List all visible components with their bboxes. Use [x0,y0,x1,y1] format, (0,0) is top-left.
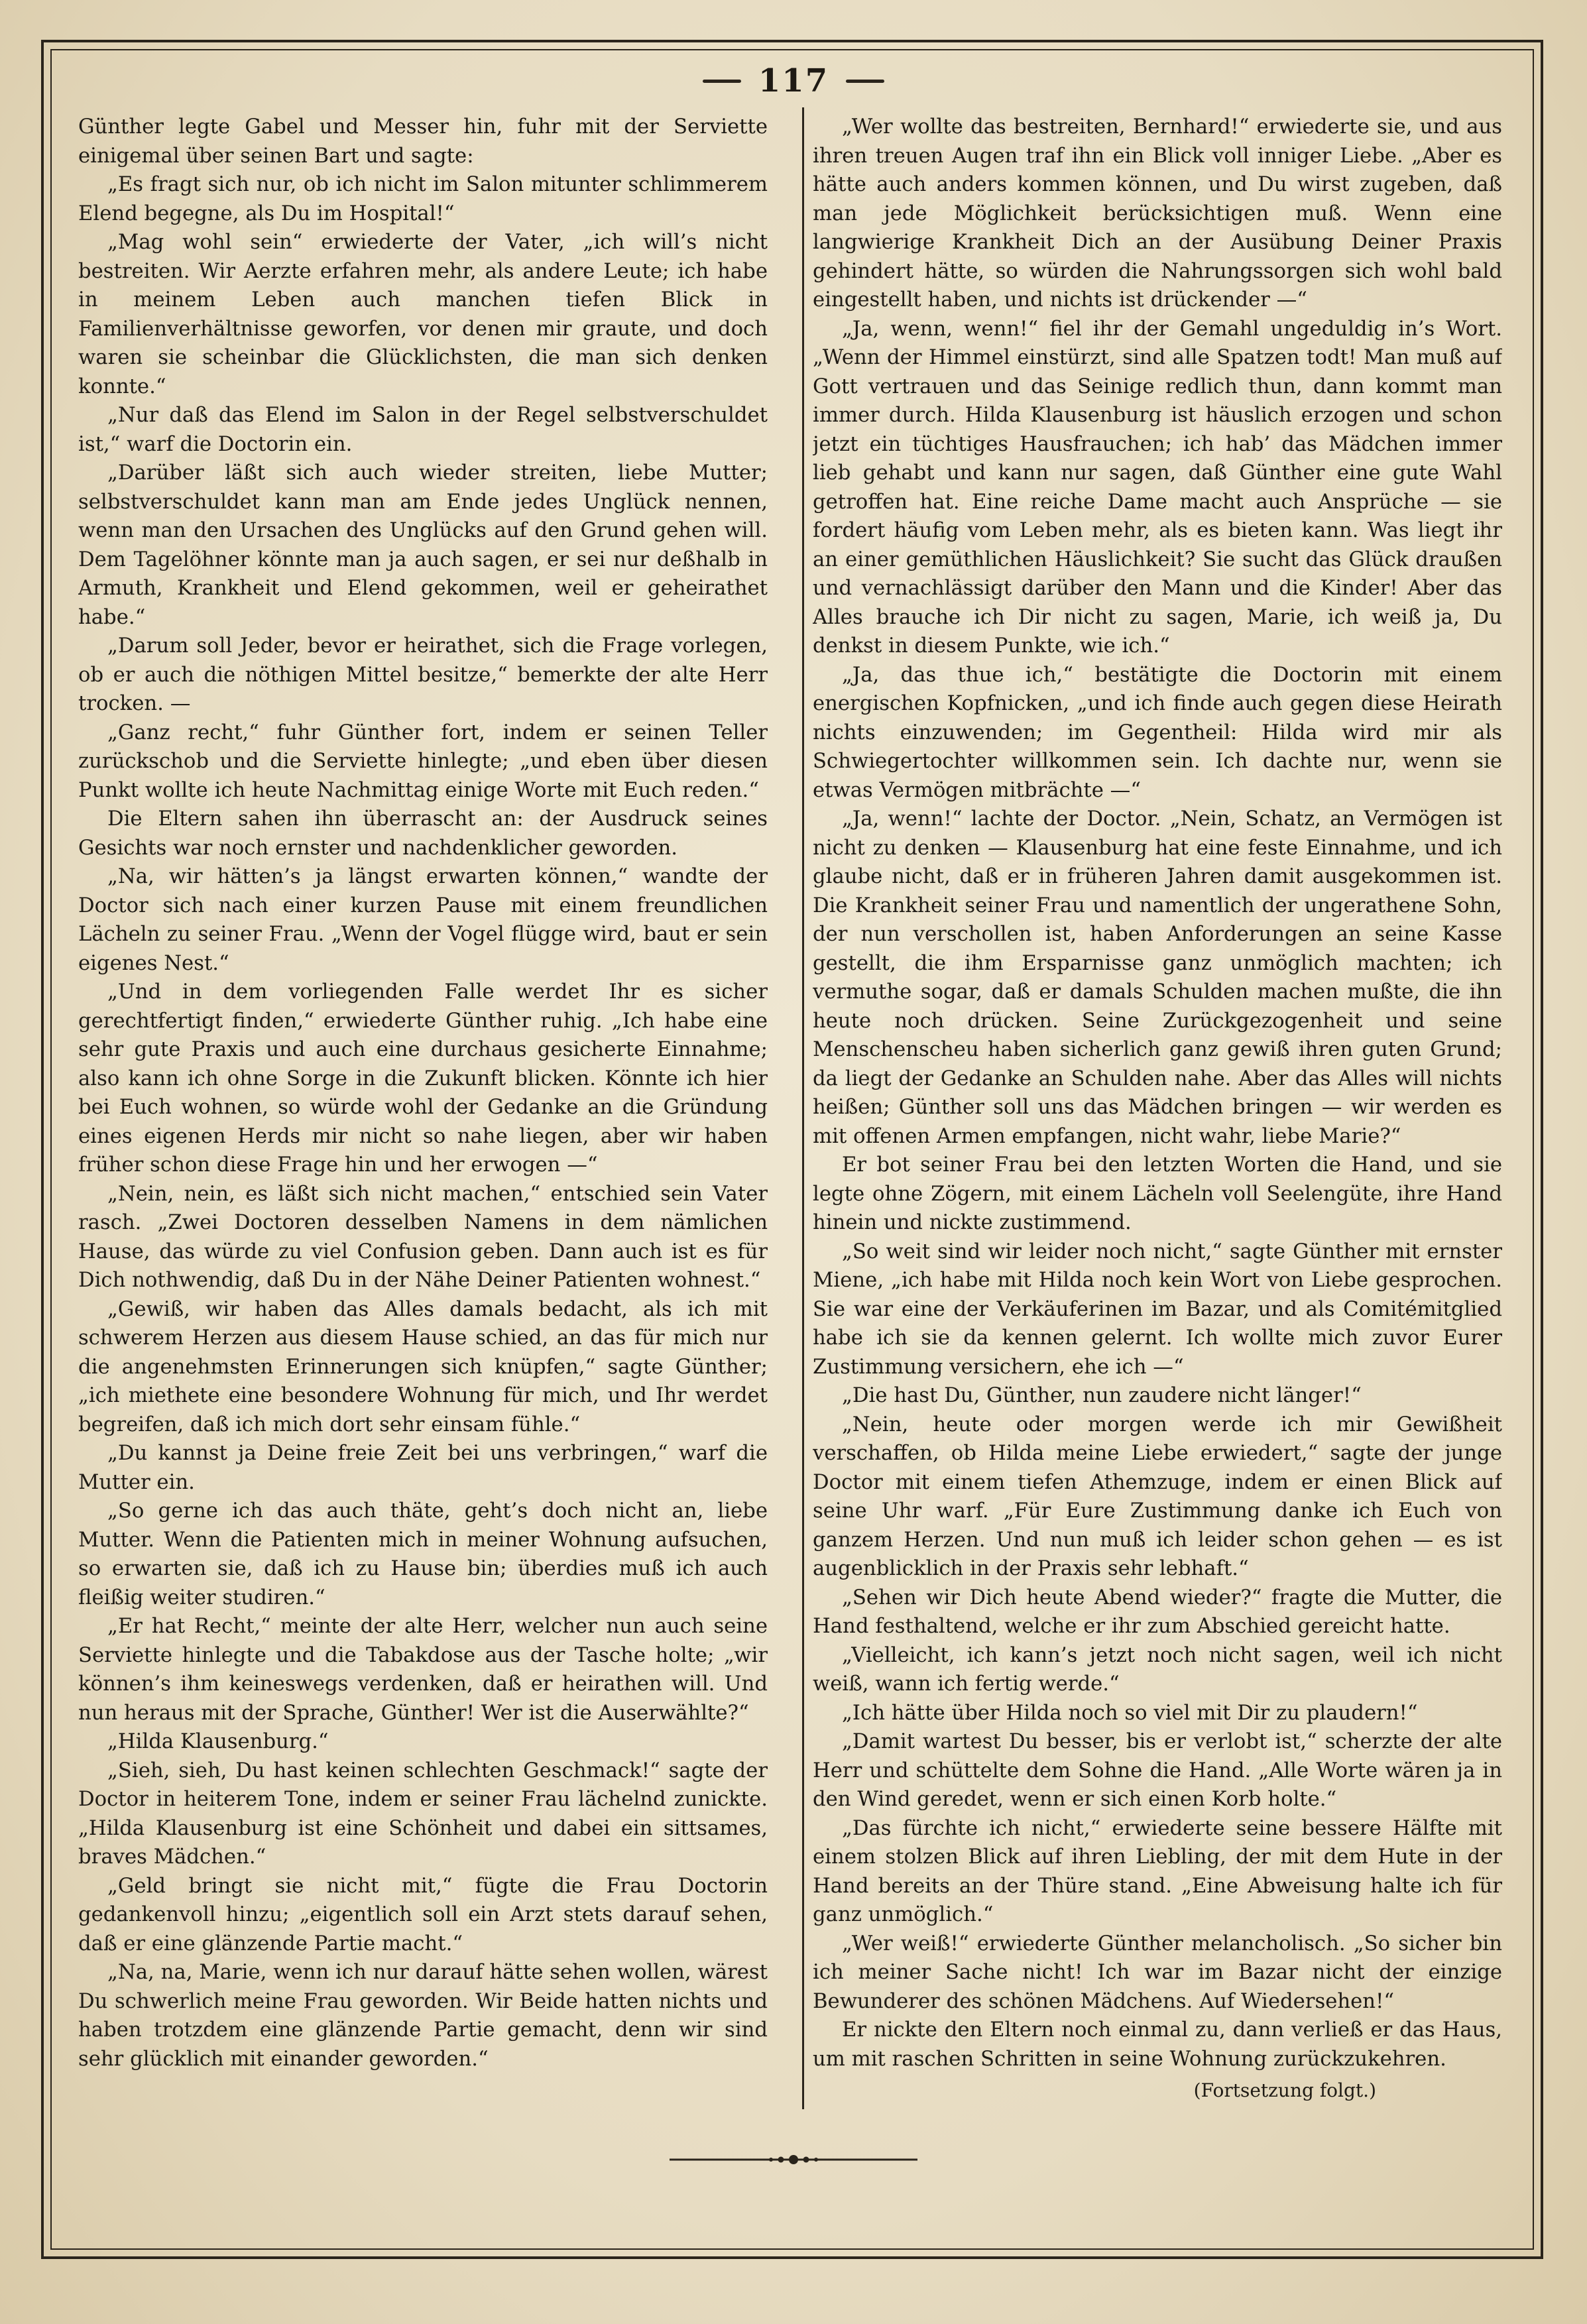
column-divider [802,107,804,2109]
left-column-paragraph: „Nein, nein, es läßt sich nicht machen,“ entschied sein Vater rasch. „Zwei Doctoren desselben Namens in dem nämlichen Hause, das würde zu viel Confusion geben. Dann auch ist es für Dich nothwendig, daß Du in der Nähe Deiner Patienten wohnest.“ [78,1182,768,1292]
page-number: 117 [758,62,829,99]
right-column-paragraph: „Damit wartest Du besser, bis er verlobt ist,“ scherzte der alte Herr und schüttelte dem Sohne die Hand. „Alle Worte wären ja in den Wind geredet, wenn er sich einen Korb holte.“ [813,1730,1502,1811]
left-column-paragraph: „Nur daß das Elend im Salon in der Regel selbstverschuldet ist,“ warf die Doctorin ein. [78,404,768,456]
left-column-paragraph: „Du kannst ja Deine freie Zeit bei uns verbringen,“ warf die Mutter ein. [78,1442,768,1494]
continuation-note: (Fortsetzung folgt.) [1193,2079,1376,2101]
right-column-paragraph: „Ich hätte über Hilda noch so viel mit Dir zu plaudern!“ [842,1701,1418,1725]
left-column-paragraph: „So gerne ich das auch thäte, geht’s doch nicht an, liebe Mutter. Wenn die Patienten mich in meiner Wohnung aufsuchen, so erwarten sie, daß ich zu Hause bin; überdies muß ich auch fleißig weiter studiren.“ [78,1499,768,1609]
right-column-paragraph: „Die hast Du, Günther, nun zaudere nicht länger!“ [842,1384,1362,1407]
left-column-paragraph: „Na, na, Marie, wenn ich nur darauf hätte sehen wollen, wärest Du schwerlich meine Frau geworden. Wir Beide hatten nichts und haben trotzdem eine glänzende Partie gemacht, denn wir sind sehr glücklich mit einander geworden.“ [78,1961,768,2071]
right-column-paragraph: „Ja, das thue ich,“ bestätigte die Doctorin mit einem energischen Kopfnicken, „und ich finde auch gegen diese Heirath nichts einzuwenden; im Gegentheil: Hilda wird mir als Schwiegertochter willkommen sein. Ich dachte nur, wenn sie etwas Vermögen mitbrächte —“ [813,663,1502,802]
folio-dash-right [846,80,884,83]
left-column-paragraph: „Geld bringt sie nicht mit,“ fügte die Frau Doctorin gedankenvoll hinzu; „eigentlich soll ein Arzt stets darauf sehen, daß er eine glänzende Partie macht.“ [78,1874,768,1955]
left-column-paragraph: „Darüber läßt sich auch wieder streiten, liebe Mutter; selbstverschuldet kann man am Ende jedes Unglück nennen, wenn man den Ursachen des Unglücks auf den Grund gehen will. Dem Tagelöhner könnte man ja auch sagen, er sei nur deßhalb in Armuth, Krankheit und Elend gekommen, weil er geheirathet habe.“ [78,461,768,629]
right-column-paragraph: Er bot seiner Frau bei den letzten Worten die Hand, und sie legte ohne Zögern, mit einem Lächeln voll Seelengüte, ihre Hand hinein und nickte zustimmend. [813,1153,1502,1234]
right-column-paragraph: „Ja, wenn!“ lachte der Doctor. „Nein, Schatz, an Vermögen ist nicht zu denken — Klausenburg hat eine feste Einnahme, und ich glaube nicht, daß er in früheren Jahren damit ausgekommen ist. Die Krankheit seiner Frau und namentlich der ungerathene Sohn, der nun verschollen ist, haben Anforderungen an seine Kasse gestellt, die ihm Ersparnisse ganz unmöglich machten; ich vermuthe sogar, daß er damals Schulden machen mußte, die ihn heute noch drücken. Seine Zurückgezogenheit und seine Menschenscheu haben sicherlich ganz gewiß ihren guten Grund; da liegt der Gedanke an Schulden nahe. Aber das Alles will nichts heißen; Günther soll uns das Mädchen bringen — wir werden es mit offenen Armen empfangen, nicht wahr, liebe Marie?“ [813,807,1502,1148]
left-column-paragraph: „Ganz recht,“ fuhr Günther fort, indem er seinen Teller zurückschob und die Serviette hinlegte; „und eben über diesen Punkt wollte ich heute Nachmittag einige Worte mit Euch reden.“ [78,721,768,802]
left-column-paragraph: „Gewiß, wir haben das Alles damals bedacht, als ich mit schwerem Herzen aus diesem Hause schied, an das für mich nur die angenehmsten Erinnerungen sich knüpfen,“ sagte Günther; „ich miethete eine besondere Wohnung für mich, und Ihr werdet begreifen, daß ich mich dort sehr einsam fühle.“ [78,1297,768,1436]
left-column-paragraph: „Es fragt sich nur, ob ich nicht im Salon mitunter schlimmerem Elend begegne, als Du im Hospital!“ [78,173,768,225]
right-column-paragraph: „Wer weiß!“ erwiederte Günther melancholisch. „So sicher bin ich meiner Sache nicht! Ich war im Bazar nicht der einzige Bewunderer des schönen Mädchens. Auf Wiedersehen!“ [813,1932,1502,2013]
left-column-paragraph: „Er hat Recht,“ meinte der alte Herr, welcher nun auch seine Serviette hinlegte und die Tabakdose aus der Tasche holte; „wir können’s ihm keineswegs verdenken, daß er heirathen will. Und nun heraus mit der Sprache, Günther! Wer ist die Auserwählte?“ [78,1615,768,1725]
right-column-paragraph: „Vielleicht, ich kann’s jetzt noch nicht sagen, weil ich nicht weiß, wann ich fertig werde.“ [813,1643,1502,1696]
right-column-paragraph: „Wer wollte das bestreiten, Bernhard!“ erwiederte sie, und aus ihren treuen Augen traf ihn ein Blick voll inniger Liebe. „Aber es hätte auch anders kommen können, und Du wirst zugeben, daß man jede Möglichkeit berücksichtigen muß. Wenn eine langwierige Krankheit Dich an der Ausübung Deiner Praxis gehindert hätte, so würden die Nahrungssorgen sich wohl bald eingestellt haben, und nichts ist drückender —“ [813,115,1502,312]
left-column-paragraph: Die Eltern sahen ihn überrascht an: der Ausdruck seines Gesichts war noch ernster und nachdenklicher geworden. [78,807,768,860]
left-column-paragraph: Günther legte Gabel und Messer hin, fuhr mit der Serviette einigemal über seinen Bart und sagte: [78,115,768,168]
right-column-paragraph: Er nickte den Eltern noch einmal zu, dann verließ er das Haus, um mit raschen Schritten in seine Wohnung zurückzukehren. [813,2018,1502,2071]
page-number-header [0,61,1587,101]
right-column-paragraph: „Ja, wenn, wenn!“ fiel ihr der Gemahl ungeduldig in’s Wort. „Wenn der Himmel einstürzt, sind alle Spatzen todt! Man muß auf Gott vertrauen und das Seinige redlich thun, dann kommt man immer durch. Hilda Klausenburg ist häuslich erzogen und schon jetzt ein tüchtiges Hausfrauchen; ich hab’ das Mädchen immer lieb gehabt und kann nur sagen, daß Günther eine gute Wahl getroffen hat. Eine reiche Dame macht auch Ansprüche — sie fordert häufig vom Leben mehr, als es bieten kann. Was liegt ihr an einer gemüthlichen Häuslichkeit? Sie sucht das Glück draußen und vernachlässigt darüber den Mann und die Kinder! Aber das Alles brauche ich Dir nicht zu sagen, Marie, ich weiß ja, Du denkst in diesem Punkte, wie ich.“ [813,317,1502,658]
text-column-right [813,113,1502,2115]
left-column-paragraph: „Darum soll Jeder, bevor er heirathet, sich die Frage vorlegen, ob er auch die nöthigen Mittel besitze,“ bemerkte der alte Herr trocken. — [78,634,768,715]
right-column-paragraph: „Das fürchte ich nicht,“ erwiederte seine bessere Hälfte mit einem stolzen Blick auf ihren Liebling, der mit dem Hute in der Hand bereits an der Thüre stand. „Eine Abweisung halte ich für ganz unmöglich.“ [813,1816,1502,1926]
right-column-paragraph: „Nein, heute oder morgen werde ich mir Gewißheit verschaffen, ob Hilda meine Liebe erwiedert,“ sagte der junge Doctor mit einem tiefen Athemzuge, indem er einen Blick auf seine Uhr warf. „Für Eure Zustimmung danke ich Euch von ganzem Herzen. Und nun muß ich leider schon gehen — es ist augenblicklich in der Praxis sehr lebhaft.“ [813,1413,1502,1580]
folio-dash-left [703,80,741,83]
left-column-paragraph: „Hilda Klausenburg.“ [107,1730,329,1753]
left-column-paragraph: „Und in dem vorliegenden Falle werdet Ihr es sicher gerechtfertigt finden,“ erwiederte Günther ruhig. „Ich habe eine sehr gute Praxis und auch eine durchaus gesicherte Einnahme; also kann ich ohne Sorge in die Zukunft blicken. Könnte ich hier bei Euch wohnen, so würde wohl der Gedanke an die Gründung eines eigenen Herds mir nicht so nahe liegen, aber wir haben früher schon diese Frage hin und her erwogen —“ [78,980,768,1177]
right-column-paragraph: „So weit sind wir leider noch nicht,“ sagte Günther mit ernster Miene, „ich habe mit Hilda noch kein Wort von Liebe gesprochen. Sie war eine der Verkäuferinen im Bazar, und als Comitémitglied habe ich sie da kennen gelernt. Ich wollte mich zuvor Eurer Zustimmung versichern, ehe ich —“ [813,1240,1502,1379]
left-column-paragraph: „Mag wohl sein“ erwiederte der Vater, „ich will’s nicht bestreiten. Wir Aerzte erfahren mehr, als andere Leute; ich habe in meinem Leben auch manchen tiefen Blick in Familienverhältnisse geworfen, vor denen mir graute, und doch waren sie scheinbar die Glücklichsten, die man sich denken konnte.“ [78,231,768,398]
text-column-left [78,113,768,2115]
end-ornament [663,2148,924,2172]
left-column-paragraph: „Na, wir hätten’s ja längst erwarten können,“ wandte der Doctor sich nach einer kurzen Pause mit einem freundlichen Lächeln zu seiner Frau. „Wenn der Vogel flügge wird, baut er sein eigenes Nest.“ [78,865,768,975]
left-column-paragraph: „Sieh, sieh, Du hast keinen schlechten Geschmack!“ sagte der Doctor in heiterem Tone, indem er seiner Frau lächelnd zunickte. „Hilda Klausenburg ist eine Schönheit und dabei ein sittsames, braves Mädchen.“ [78,1759,768,1869]
right-column-paragraph: „Sehen wir Dich heute Abend wieder?“ fragte die Mutter, die Hand festhaltend, welche er ihr zum Abschied gereicht hatte. [813,1586,1502,1638]
